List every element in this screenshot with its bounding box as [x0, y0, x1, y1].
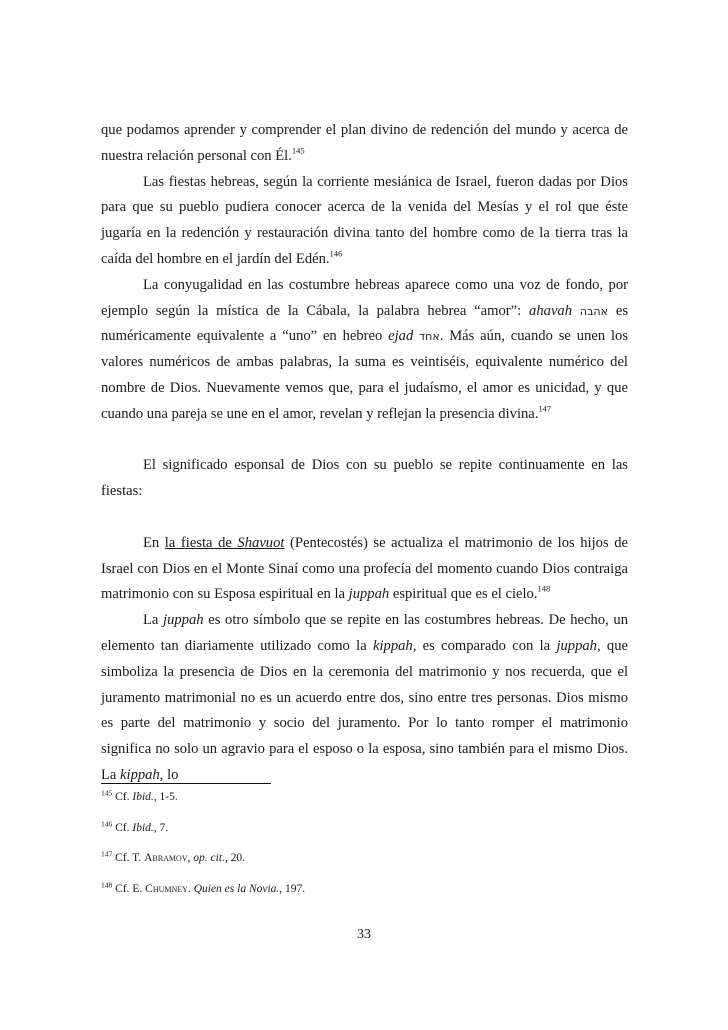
link-text: la fiesta de	[164, 534, 238, 551]
paragraph-text: La	[143, 612, 164, 629]
page-body	[101, 118, 628, 789]
footnote-text: 20.	[227, 852, 246, 864]
paragraph-text: espiritual que es el cielo.	[389, 586, 538, 603]
paragraph-text: En	[143, 534, 165, 551]
underlined-link-shavuot[interactable]	[165, 535, 285, 551]
paragraph-text: (Pentecostés) se actualiza el matrimonio de los hijos de Israel con Dios en el Monte Sinaí como una profecía del momento cuando Dios contraiga matrimonio con su Esposa espiritual en la	[101, 534, 628, 603]
term-shavuot: Shavuot	[237, 534, 285, 551]
paragraph-1	[101, 118, 628, 170]
footnote-text: , 1-5.	[153, 791, 178, 803]
footnote-ref-148[interactable]: 148	[537, 583, 551, 594]
footnote-number: 148	[101, 880, 113, 889]
term-juppah: juppah	[348, 586, 390, 603]
footnote-italic: Ibid.	[132, 821, 154, 834]
footnote-number: 147	[101, 849, 113, 859]
paragraph-text: es otro símbolo que se repite en las costumbres hebreas. De hecho, un elemento tan diariamente utilizado como la	[101, 612, 628, 654]
footnote-ref-145[interactable]: 145	[291, 145, 305, 156]
footnote-text: , 7.	[153, 821, 169, 834]
paragraph-text: , lo	[159, 766, 179, 783]
paragraph-6	[101, 608, 628, 789]
footnote-separator	[101, 783, 271, 784]
term-juppah: juppah	[556, 637, 597, 654]
footnote-text: Cf. E.	[115, 882, 146, 895]
paragraph-text: . Más aún, cuando se unen los valores numéricos de ambas palabras, la suma es veintiséis, equivalente numérico del nombre de Dios. Nuevamente vemos que, para el judaísmo, el amor es unicidad, y que cuando una pareja se une en el amor, revelan y reflejan la presencia divina.	[101, 328, 629, 422]
footnote-number: 145	[101, 788, 113, 798]
footnote-ref-146[interactable]: 146	[329, 248, 343, 259]
footnotes	[101, 789, 628, 911]
paragraph-text: , que simboliza la presencia de Dios en la ceremonia del matrimonio y nos recuerda, que el juramento matrimonial no es un acuerdo entre dos, sino entre tres personas. Dios mismo es parte del matrimonio y socio del juramento. Por lo tanto romper el matrimonio significa no solo un agravio para el esposo o la esposa, sino también para el mismo Dios. La	[101, 637, 628, 783]
hebrew-ejad: אחד	[419, 330, 440, 344]
footnote-146	[101, 820, 628, 836]
footnote-148	[101, 881, 628, 897]
footnote-text: Cf. T.	[115, 852, 145, 864]
paragraph-4	[101, 453, 628, 505]
paragraph-text: El significado esponsal de Dios con su pueblo se repite continuamente en las fiestas:	[101, 457, 628, 500]
term-juppah: juppah	[163, 612, 204, 629]
footnote-text: Cf.	[115, 821, 133, 834]
footnote-number: 146	[101, 819, 113, 828]
paragraph-text: que podamos aprender y comprender el plan divino de redención del mundo y acerca de nuestra relación personal con Él.	[101, 122, 628, 164]
footnote-145	[101, 789, 628, 805]
term-kippah: kippah	[120, 766, 160, 783]
footnote-italic: op. cit.,	[193, 852, 228, 864]
footnote-147	[101, 850, 628, 866]
paragraph-text: La conyugalidad en las costumbre hebreas aparece como una voz de fondo, por ejemplo según la mística de la Cábala, la palabra hebrea “amor”:	[101, 276, 628, 319]
footnote-text: ,	[187, 852, 194, 864]
footnote-author: Abramov	[144, 852, 188, 864]
footnote-text: Cf.	[115, 791, 133, 803]
term-ejad: ejad	[388, 328, 414, 345]
hebrew-ahavah: אהבה	[579, 304, 608, 318]
term-ahavah: ahavah	[529, 302, 573, 319]
footnote-italic: Ibid.	[132, 791, 154, 803]
page-number: 33	[357, 927, 371, 942]
footnote-text: , 197.	[279, 882, 306, 895]
paragraph-5	[101, 531, 628, 608]
paragraph-text: es numéricamente equivalente a “uno” en hebreo	[101, 302, 629, 345]
paragraph-3	[101, 273, 628, 428]
footnote-text: .	[187, 882, 194, 895]
footnote-author: Chumney	[145, 882, 188, 895]
paragraph-2	[101, 170, 628, 273]
paragraph-text: , es comparado con la	[412, 637, 557, 654]
paragraph-text: Las fiestas hebreas, según la corriente mesiánica de Israel, fueron dadas por Dios para que su pueblo pudiera conocer acerca de la venida del Mesías y el rol que éste jugaría en la redención y restauración divina tanto del hombre como de la tierra tras la caída del hombre en el jardín del Edén.	[101, 173, 628, 267]
footnote-italic: Quien es la Novia.	[193, 882, 280, 895]
footnote-ref-147[interactable]: 147	[538, 403, 552, 414]
term-kippah: kippah	[372, 637, 413, 654]
